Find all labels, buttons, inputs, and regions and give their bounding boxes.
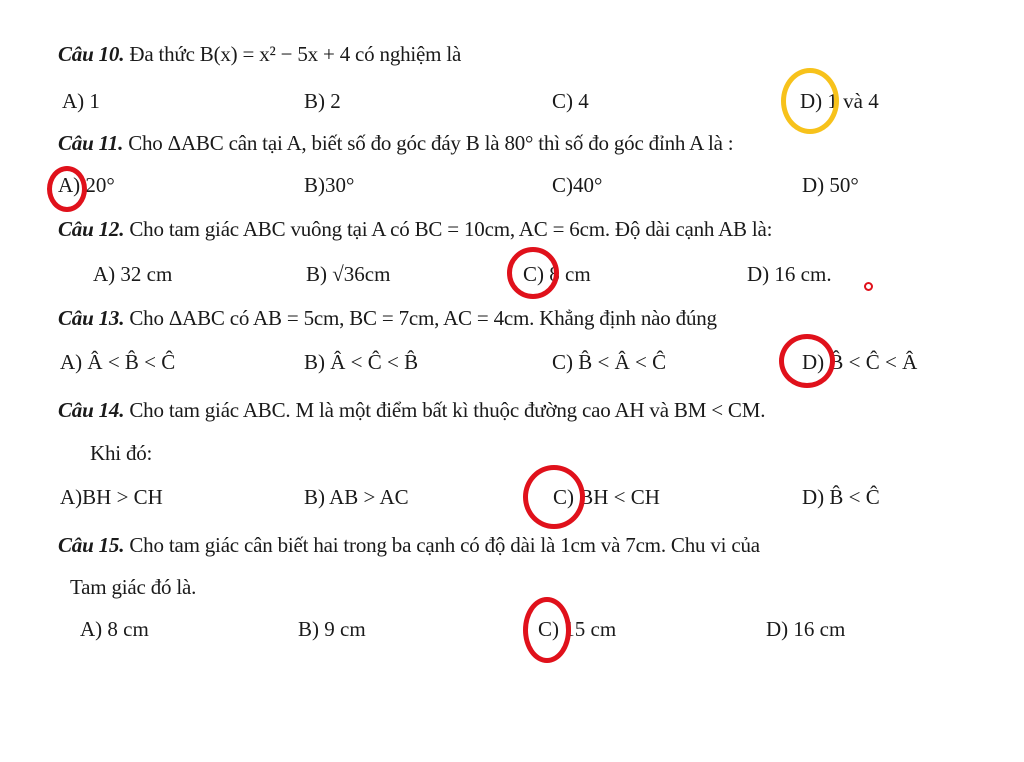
option-13-a[interactable]: A) Â < B̂ < Ĉ (60, 350, 176, 374)
option-10-b[interactable]: B) 2 (304, 89, 341, 113)
question-12 (58, 217, 772, 242)
option-13-b[interactable]: B) Â < Ĉ < B̂ (304, 350, 419, 374)
question-13 (58, 306, 717, 331)
question-15 (58, 533, 760, 558)
option-13-c[interactable]: C) B̂ < Â < Ĉ (552, 350, 667, 374)
question-number: Câu 11. (58, 131, 124, 155)
option-10-c[interactable]: C) 4 (552, 89, 589, 113)
question-text: Cho tam giác cân biết hai trong ba cạnh có độ dài là 1cm và 7cm. Chu vi của (129, 533, 760, 557)
question-10 (58, 42, 461, 67)
option-12-d[interactable]: D) 16 cm. (747, 262, 832, 286)
question-text: Cho tam giác ABC vuông tại A có BC = 10cm, AC = 6cm. Độ dài cạnh AB là: (129, 217, 773, 241)
red-mark-dot (864, 282, 873, 291)
question-number: Câu 13. (58, 306, 125, 330)
option-10-a[interactable]: A) 1 (62, 89, 100, 113)
question-text: Cho tam giác ABC. M là một điểm bất kì thuộc đường cao AH và BM < CM. (129, 398, 766, 422)
question-text: Cho ΔABC có AB = 5cm, BC = 7cm, AC = 4cm. Khẳng định nào đúng (129, 306, 717, 330)
option-10-d[interactable]: D) 1 và 4 (800, 89, 879, 113)
option-14-b[interactable]: B) AB > AC (304, 485, 409, 509)
option-11-a[interactable]: A) 20° (58, 173, 115, 197)
question-11 (58, 131, 733, 156)
question-number: Câu 12. (58, 217, 125, 241)
option-15-d[interactable]: D) 16 cm (766, 617, 846, 641)
answer-circle-14 (523, 465, 585, 529)
option-14-d[interactable]: D) B̂ < Ĉ (802, 485, 880, 509)
question-text: Đa thức B(x) = x² − 5x + 4 có nghiệm là (129, 42, 462, 66)
option-14-c[interactable]: C) BH < CH (553, 485, 660, 509)
option-12-c[interactable]: C) 8 cm (523, 262, 591, 286)
option-11-d[interactable]: D) 50° (802, 173, 859, 197)
answer-circle-12 (507, 247, 559, 299)
option-15-b[interactable]: B) 9 cm (298, 617, 366, 641)
question-15-continued: Tam giác đó là. (70, 575, 197, 599)
option-15-a[interactable]: A) 8 cm (80, 617, 149, 641)
answer-circle-13 (779, 334, 835, 388)
option-12-a[interactable]: A) 32 cm (93, 262, 173, 286)
question-14 (58, 398, 765, 423)
answer-circle-yellow-10 (781, 68, 839, 134)
question-text: Cho ΔABC cân tại A, biết số đo góc đáy B là 80° thì số đo góc đỉnh A là : (128, 131, 734, 155)
option-11-b[interactable]: B)30° (304, 173, 355, 197)
question-number: Câu 14. (58, 398, 125, 422)
question-number: Câu 10. (58, 42, 125, 66)
answer-circle-11 (47, 166, 87, 212)
question-number: Câu 15. (58, 533, 125, 557)
option-13-d[interactable]: D) B̂ < Ĉ < Â (802, 350, 918, 374)
option-11-c[interactable]: C)40° (552, 173, 603, 197)
option-12-b[interactable]: B) √36cm (306, 262, 391, 286)
question-14-continued: Khi đó: (90, 441, 153, 465)
option-15-c[interactable]: C) 15 cm (538, 617, 617, 641)
option-14-a[interactable]: A)BH > CH (60, 485, 163, 509)
answer-circle-15 (523, 597, 571, 663)
